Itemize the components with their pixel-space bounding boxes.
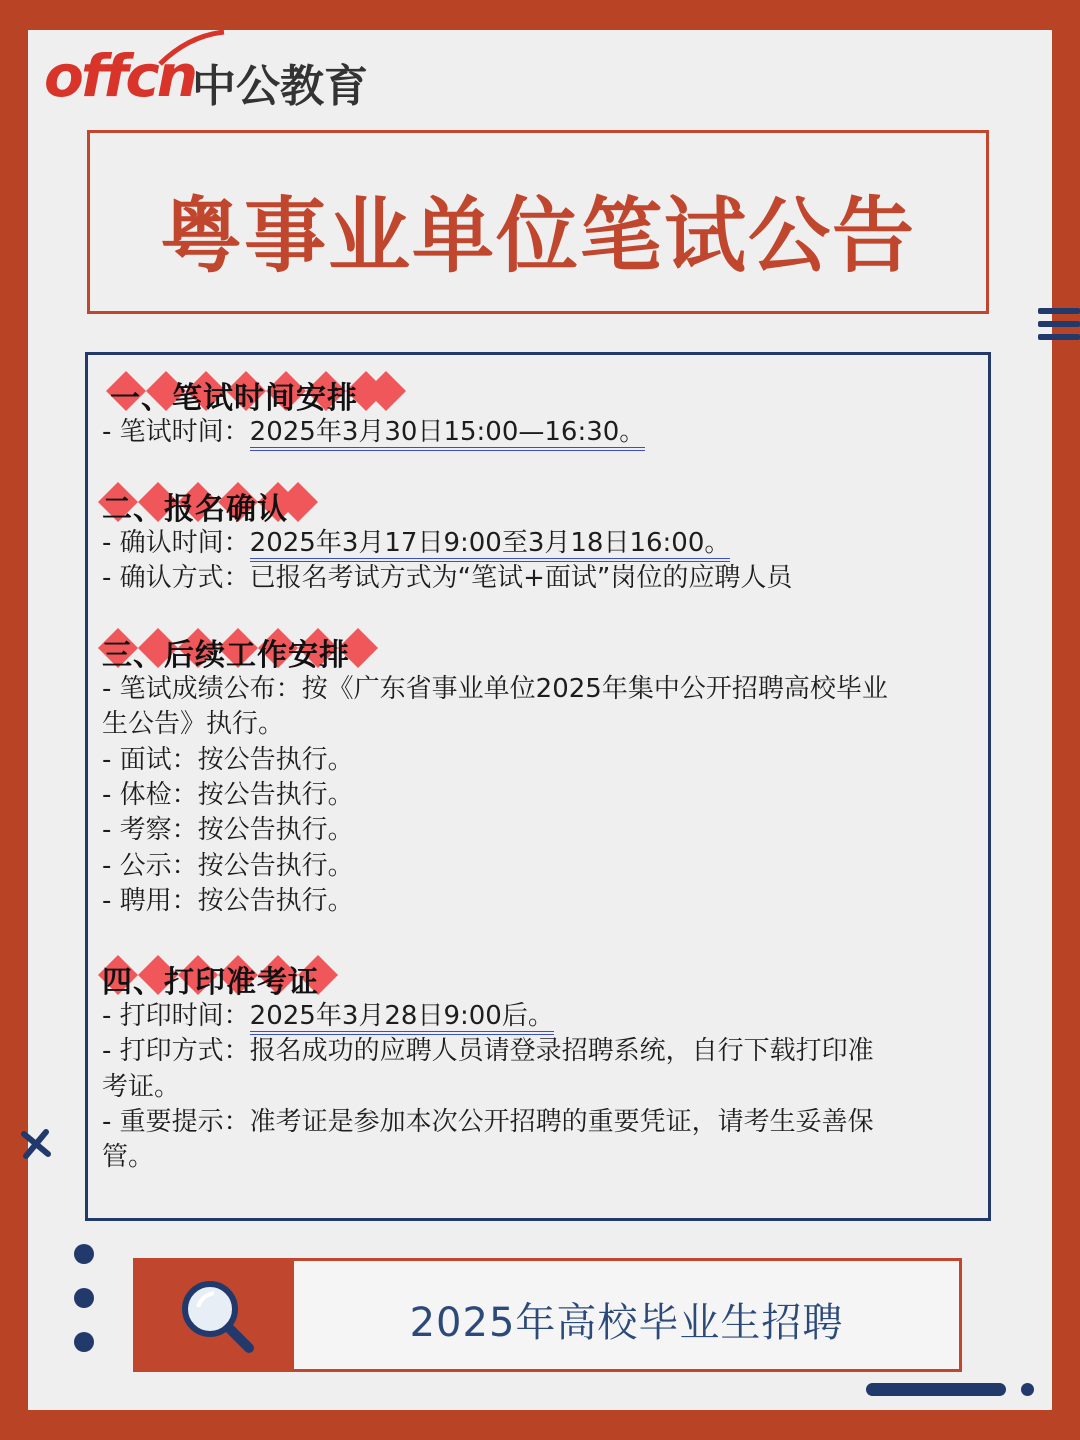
- logo-text: 中公教育: [192, 61, 368, 112]
- menu-icon: [1038, 308, 1080, 347]
- info-line: - 体检：按公告执行。: [102, 780, 354, 810]
- info-line: - 打印时间：2025年3月28日9:00后。: [102, 999, 554, 1034]
- dots-decoration: [74, 1244, 94, 1376]
- info-line: 生公告》执行。: [102, 709, 285, 739]
- footer-banner-text: 2025年高校毕业生招聘: [409, 1300, 844, 1346]
- section-heading: 四、打印准考证: [102, 965, 319, 1000]
- section-admission-ticket: [88, 953, 988, 1172]
- info-line: - 笔试成绩公布：按《广东省事业单位2025年集中公开招聘高校毕业: [102, 674, 888, 704]
- info-line: 考证。: [102, 1072, 181, 1102]
- page-title: 粤事业单位笔试公告: [159, 189, 916, 284]
- section-registration-confirm: [88, 480, 988, 593]
- section-followup: [88, 626, 988, 916]
- info-line: - 打印方式：报名成功的应聘人员请登录招聘系统，自行下载打印准: [102, 1036, 874, 1066]
- info-line: - 考察：按公告执行。: [102, 815, 354, 845]
- info-line: - 笔试时间：2025年3月30日15:00—16:30。: [102, 415, 645, 450]
- info-line: 管。: [102, 1142, 155, 1172]
- info-line: - 确认方式：已报名考试方式为“笔试+面试”岗位的应聘人员: [102, 563, 793, 593]
- cross-decoration-icon: [18, 1126, 54, 1162]
- info-line: - 重要提示：准考证是参加本次公开招聘的重要凭证，请考生妥善保: [102, 1107, 874, 1137]
- section-heading: 一、笔试时间安排: [110, 381, 358, 416]
- content-box: [85, 352, 991, 1221]
- section-heading: 二、报名确认: [102, 492, 288, 527]
- info-line: - 公示：按公告执行。: [102, 851, 354, 881]
- pill-dot-decoration: [1021, 1383, 1034, 1396]
- title-box: [87, 130, 989, 314]
- magnifier-icon: [136, 1261, 294, 1369]
- logo-mark: offcn: [44, 42, 195, 110]
- section-heading: 三、后续工作安排: [102, 638, 350, 673]
- info-line: - 聘用：按公告执行。: [102, 886, 354, 916]
- section-exam-time: [88, 369, 988, 447]
- footer-icon-panel: [136, 1261, 294, 1369]
- info-line: - 面试：按公告执行。: [102, 745, 354, 775]
- footer-banner: [133, 1258, 962, 1372]
- pill-decoration: [866, 1383, 1006, 1396]
- info-line: - 确认时间：2025年3月17日9:00至3月18日16:00。: [102, 526, 730, 561]
